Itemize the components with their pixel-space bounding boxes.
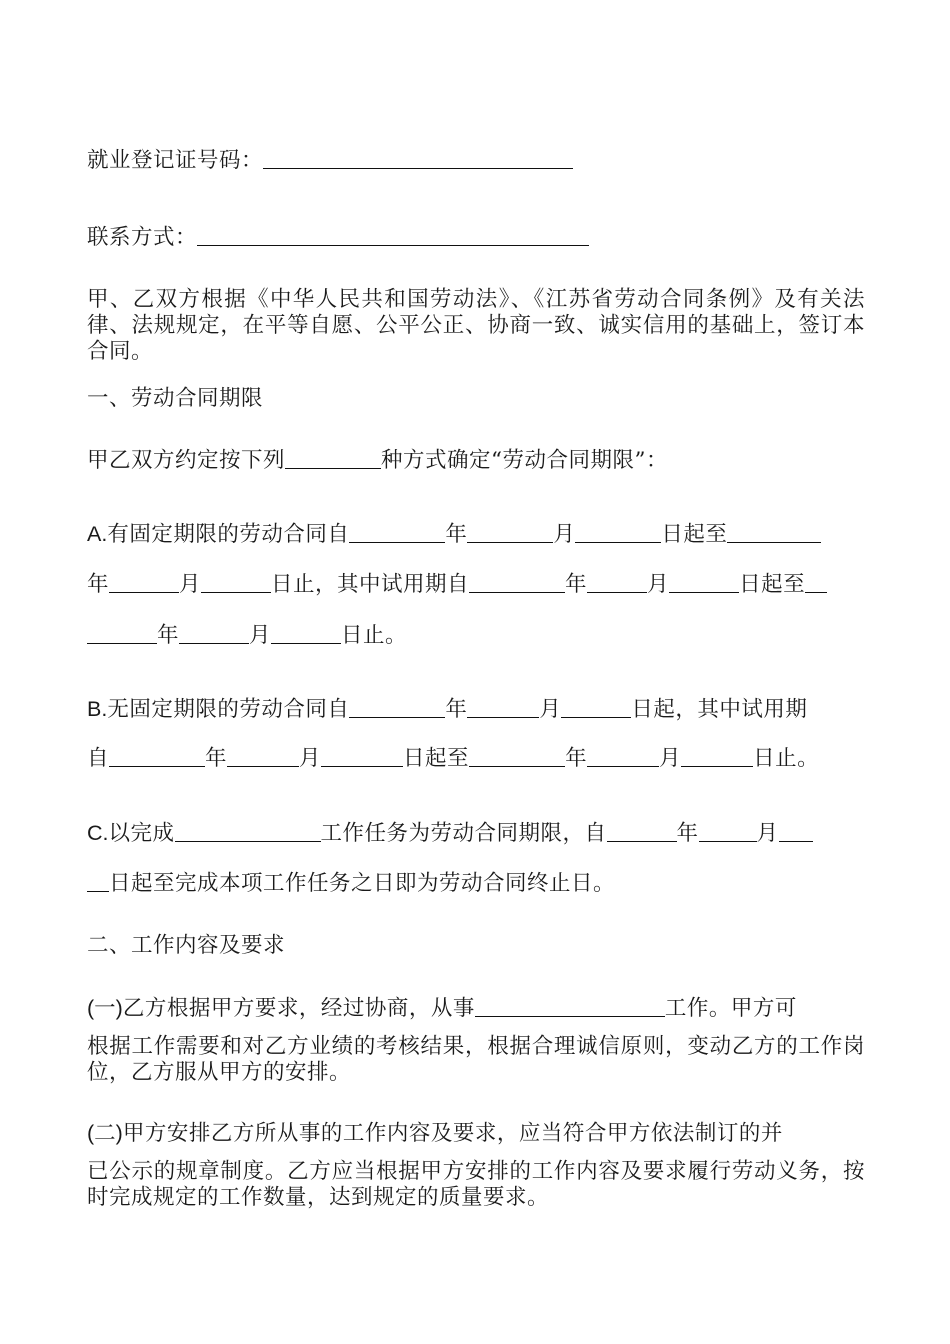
option-c-prefix: C. xyxy=(87,821,109,845)
option-a-until: 日起至 xyxy=(739,572,806,597)
option-a-probation: 日止，其中试用期自 xyxy=(271,572,470,597)
month-label: 月 xyxy=(539,697,562,722)
year-label: 年 xyxy=(565,572,588,597)
option-b-probation: 日起，其中试用期 xyxy=(631,697,808,722)
option-b-line-2 xyxy=(87,746,819,772)
option-a-until: 日起至 xyxy=(661,522,728,547)
a-probation-end-day-blank[interactable] xyxy=(271,623,341,644)
option-b-from: 自 xyxy=(87,746,110,771)
registration-blank[interactable] xyxy=(263,148,573,169)
section2-p1-line-1 xyxy=(87,995,797,1022)
option-c-text-2: 工作任务为劳动合同期限，自 xyxy=(320,821,607,846)
a-start-year-blank[interactable] xyxy=(349,522,445,543)
a-probation-end-year-blank-2[interactable] xyxy=(87,623,157,644)
month-label: 月 xyxy=(249,623,272,648)
year-label: 年 xyxy=(445,522,468,547)
a-end-year-blank-2[interactable] xyxy=(109,572,179,593)
c-start-year-blank[interactable] xyxy=(607,821,677,842)
option-a-end: 日止。 xyxy=(341,623,408,648)
p2-prefix: (二) xyxy=(87,1121,123,1145)
preamble: 甲、乙双方根据《中华人民共和国劳动法》、《江苏省劳动合同条例》及有关法律、法规规定，在平等自愿、公平公正、协商一致、诚实信用的基础上，签订本合同。 xyxy=(87,287,865,364)
year-label: 年 xyxy=(676,821,699,846)
c-start-month-blank[interactable] xyxy=(699,821,757,842)
b-probation-year-blank[interactable] xyxy=(109,746,205,767)
a-probation-end-year-blank-1[interactable] xyxy=(805,572,827,593)
month-label: 月 xyxy=(647,572,670,597)
year-label: 年 xyxy=(205,746,228,771)
p1-text-b: 工作。甲方可 xyxy=(664,996,797,1021)
month-label: 月 xyxy=(553,522,576,547)
b-probation-end-month-blank[interactable] xyxy=(587,746,659,767)
job-title-blank[interactable] xyxy=(475,996,665,1017)
month-label: 月 xyxy=(756,821,779,846)
b-probation-day-blank[interactable] xyxy=(321,746,403,767)
month-label: 月 xyxy=(299,746,322,771)
section2-heading: 二、工作内容及要求 xyxy=(87,933,286,958)
option-c-end: 日起至完成本项工作任务之日即为劳动合同终止日。 xyxy=(109,871,616,896)
option-a-line-1 xyxy=(87,521,821,548)
intro-text-a: 甲乙双方约定按下列 xyxy=(87,448,286,473)
section2-p2-rest: 已公示的规章制度。乙方应当根据甲方安排的工作内容及要求履行劳动义务，按时完成规定的工作数量，达到规定的质量要求。 xyxy=(87,1159,865,1210)
contact-line xyxy=(87,225,589,251)
p1-prefix: (一) xyxy=(87,996,123,1020)
section2-p2-line-1 xyxy=(87,1120,783,1147)
a-probation-end-month-blank[interactable] xyxy=(179,623,249,644)
registration-label: 就业登记证号码： xyxy=(87,148,264,173)
contact-label: 联系方式： xyxy=(87,225,198,250)
b-start-month-blank[interactable] xyxy=(467,697,539,718)
year-label: 年 xyxy=(157,623,180,648)
year-label: 年 xyxy=(87,572,110,597)
a-probation-day-blank[interactable] xyxy=(669,572,739,593)
year-label: 年 xyxy=(445,697,468,722)
month-label: 月 xyxy=(179,572,202,597)
contact-blank[interactable] xyxy=(197,225,589,246)
option-b-line-1 xyxy=(87,696,807,723)
b-start-year-blank[interactable] xyxy=(349,697,445,718)
option-a-line-3 xyxy=(87,623,407,649)
b-start-day-blank[interactable] xyxy=(561,697,631,718)
option-b-until: 日起至 xyxy=(403,746,470,771)
year-label: 年 xyxy=(565,746,588,771)
p2-text-a: 甲方安排乙方所从事的工作内容及要求，应当符合甲方依法制订的并 xyxy=(122,1121,783,1146)
registration-line xyxy=(87,148,573,174)
c-start-day-blank-2[interactable] xyxy=(87,871,109,892)
intro-text-b: 种方式确定“劳动合同期限”： xyxy=(381,448,668,473)
section1-intro xyxy=(87,448,668,474)
option-a-prefix: A. xyxy=(87,522,108,546)
a-probation-month-blank[interactable] xyxy=(587,572,647,593)
b-probation-end-year-blank[interactable] xyxy=(469,746,565,767)
option-c-text: 以完成 xyxy=(108,821,175,846)
a-start-day-blank[interactable] xyxy=(575,522,661,543)
option-c-line-2 xyxy=(87,871,615,897)
option-b-text: 无固定期限的劳动合同自 xyxy=(107,697,350,722)
option-b-prefix: B. xyxy=(87,697,108,721)
option-b-end: 日止。 xyxy=(753,746,820,771)
a-start-month-blank[interactable] xyxy=(467,522,553,543)
section1-heading: 一、劳动合同期限 xyxy=(87,386,264,411)
b-probation-end-day-blank[interactable] xyxy=(681,746,753,767)
option-a-text: 有固定期限的劳动合同自 xyxy=(107,522,350,547)
month-label: 月 xyxy=(659,746,682,771)
method-choice-blank[interactable] xyxy=(285,448,381,469)
b-probation-month-blank[interactable] xyxy=(227,746,299,767)
section2-p1-rest: 根据工作需要和对乙方业绩的考核结果，根据合理诚信原则，变动乙方的工作岗位，乙方服从甲方的安排。 xyxy=(87,1034,865,1085)
c-start-day-blank-1[interactable] xyxy=(779,821,813,842)
c-task-blank[interactable] xyxy=(175,821,321,842)
a-end-year-blank-1[interactable] xyxy=(727,522,821,543)
option-a-line-2 xyxy=(87,572,827,598)
p1-text-a: 乙方根据甲方要求，经过协商，从事 xyxy=(122,996,475,1021)
a-end-month-blank[interactable] xyxy=(201,572,271,593)
option-c-line-1 xyxy=(87,820,813,847)
a-probation-year-blank[interactable] xyxy=(469,572,565,593)
